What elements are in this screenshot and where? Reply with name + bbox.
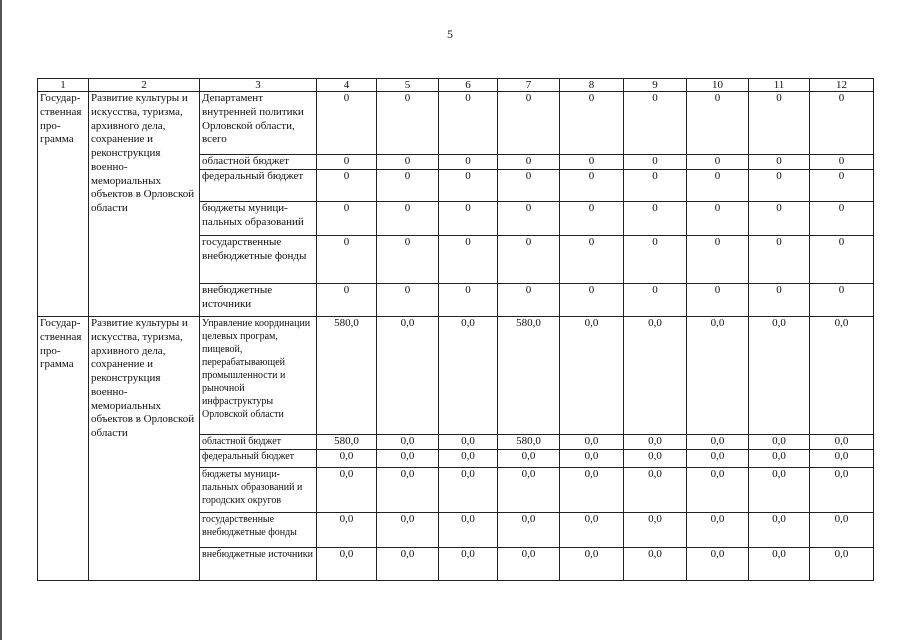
value-cell: 0,0 <box>498 512 560 547</box>
value-cell: 0,0 <box>687 449 749 467</box>
column-header: 6 <box>439 79 498 92</box>
value-cell: 0,0 <box>498 449 560 467</box>
value-cell: 0 <box>560 92 624 155</box>
table-row <box>38 317 874 435</box>
value-cell: 0 <box>317 170 377 202</box>
funding-source-cell: государственные внебюджетные фонды <box>200 512 317 547</box>
value-cell: 580,0 <box>317 435 377 450</box>
value-cell: 580,0 <box>498 435 560 450</box>
value-cell: 0 <box>439 236 498 284</box>
value-cell: 0 <box>749 236 810 284</box>
value-cell: 0 <box>498 170 560 202</box>
value-cell: 0 <box>439 155 498 170</box>
value-cell: 0 <box>439 284 498 317</box>
column-header: 5 <box>377 79 439 92</box>
value-cell: 0 <box>624 170 687 202</box>
value-cell: 0 <box>439 170 498 202</box>
value-cell: 0 <box>624 155 687 170</box>
value-cell: 0 <box>377 236 439 284</box>
value-cell: 0 <box>439 92 498 155</box>
value-cell: 0 <box>560 284 624 317</box>
value-cell: 0,0 <box>687 317 749 435</box>
value-cell: 0,0 <box>749 317 810 435</box>
column-header: 2 <box>89 79 200 92</box>
column-header: 10 <box>687 79 749 92</box>
value-cell: 0 <box>317 284 377 317</box>
table-row <box>38 92 874 155</box>
value-cell: 0,0 <box>560 547 624 580</box>
value-cell: 0,0 <box>560 512 624 547</box>
value-cell: 0,0 <box>810 467 874 512</box>
value-cell: 0,0 <box>498 467 560 512</box>
value-cell: 0 <box>749 284 810 317</box>
value-cell: 0,0 <box>810 547 874 580</box>
value-cell: 0,0 <box>810 512 874 547</box>
value-cell: 0 <box>687 202 749 236</box>
value-cell: 0,0 <box>377 435 439 450</box>
value-cell: 0 <box>810 202 874 236</box>
value-cell: 0 <box>810 284 874 317</box>
value-cell: 0 <box>560 202 624 236</box>
value-cell: 0 <box>377 155 439 170</box>
value-cell: 0,0 <box>560 317 624 435</box>
funding-source-cell: Управление координации целевых програм, пищевой, перерабатывающей промышленности и рыночной инфраструктуры Орловской области <box>200 317 317 435</box>
value-cell: 0 <box>498 236 560 284</box>
value-cell: 0 <box>687 92 749 155</box>
value-cell: 0 <box>439 202 498 236</box>
value-cell: 0 <box>377 170 439 202</box>
value-cell: 0,0 <box>439 547 498 580</box>
value-cell: 0,0 <box>317 467 377 512</box>
value-cell: 580,0 <box>317 317 377 435</box>
value-cell: 0 <box>749 202 810 236</box>
program-name-cell: Развитие культуры и искусства, туризма, архивного дела, сохранение и реконструкция военно-мемориальных объектов в Орловской области <box>89 92 200 317</box>
value-cell: 0 <box>560 170 624 202</box>
value-cell: 0,0 <box>687 512 749 547</box>
program-name-cell: Развитие культуры и искусства, туризма, архивного дела, сохранение и реконструкция военно-мемориальных объектов в Орловской области <box>89 317 200 581</box>
value-cell: 0 <box>624 236 687 284</box>
value-cell: 0,0 <box>560 435 624 450</box>
funding-source-cell: внебюджетные источники <box>200 547 317 580</box>
value-cell: 0,0 <box>377 449 439 467</box>
budget-table <box>37 78 874 581</box>
value-cell: 0,0 <box>560 467 624 512</box>
value-cell: 0,0 <box>439 512 498 547</box>
value-cell: 0,0 <box>439 467 498 512</box>
value-cell: 0 <box>624 202 687 236</box>
funding-source-cell: бюджеты муници-пальных образований и городских округов <box>200 467 317 512</box>
value-cell: 0,0 <box>749 449 810 467</box>
value-cell: 0 <box>317 236 377 284</box>
value-cell: 0 <box>498 155 560 170</box>
value-cell: 0,0 <box>624 317 687 435</box>
funding-source-cell: бюджеты муници-пальных образований <box>200 202 317 236</box>
value-cell: 0,0 <box>439 317 498 435</box>
page-number: 5 <box>447 27 453 41</box>
value-cell: 0 <box>560 236 624 284</box>
column-header: 4 <box>317 79 377 92</box>
value-cell: 0,0 <box>317 547 377 580</box>
value-cell: 0 <box>687 236 749 284</box>
funding-source-cell: федеральный бюджет <box>200 170 317 202</box>
page-edge-line <box>0 0 2 640</box>
column-header: 1 <box>38 79 89 92</box>
value-cell: 0 <box>810 170 874 202</box>
value-cell: 0 <box>687 155 749 170</box>
value-cell: 0,0 <box>498 547 560 580</box>
value-cell: 0,0 <box>749 547 810 580</box>
value-cell: 0 <box>498 92 560 155</box>
value-cell: 0,0 <box>377 512 439 547</box>
value-cell: 0,0 <box>439 435 498 450</box>
value-cell: 0 <box>377 202 439 236</box>
column-header: 8 <box>560 79 624 92</box>
value-cell: 0 <box>624 284 687 317</box>
column-header: 12 <box>810 79 874 92</box>
value-cell: 0,0 <box>624 467 687 512</box>
column-header: 9 <box>624 79 687 92</box>
value-cell: 0 <box>810 155 874 170</box>
column-header: 7 <box>498 79 560 92</box>
value-cell: 0,0 <box>624 449 687 467</box>
funding-source-cell: Департамент внутренней политики Орловской области, всего <box>200 92 317 155</box>
value-cell: 0 <box>498 202 560 236</box>
value-cell: 0,0 <box>749 467 810 512</box>
value-cell: 0,0 <box>377 317 439 435</box>
value-cell: 0 <box>749 155 810 170</box>
value-cell: 0,0 <box>317 449 377 467</box>
value-cell: 0,0 <box>687 547 749 580</box>
program-type-cell: Государ-ственная про-грамма <box>38 92 89 317</box>
value-cell: 0 <box>560 155 624 170</box>
value-cell: 0 <box>377 284 439 317</box>
value-cell: 0,0 <box>439 449 498 467</box>
value-cell: 0,0 <box>810 449 874 467</box>
value-cell: 0,0 <box>624 547 687 580</box>
value-cell: 0,0 <box>749 435 810 450</box>
value-cell: 0,0 <box>377 467 439 512</box>
funding-source-cell: областной бюджет <box>200 435 317 450</box>
column-header: 3 <box>200 79 317 92</box>
column-header: 11 <box>749 79 810 92</box>
value-cell: 580,0 <box>498 317 560 435</box>
value-cell: 0 <box>687 170 749 202</box>
value-cell: 0 <box>317 202 377 236</box>
funding-source-cell: внебюджетные источники <box>200 284 317 317</box>
value-cell: 0 <box>498 284 560 317</box>
program-type-cell: Государ-ственная про-грамма <box>38 317 89 581</box>
value-cell: 0,0 <box>624 512 687 547</box>
value-cell: 0,0 <box>749 512 810 547</box>
value-cell: 0 <box>624 92 687 155</box>
funding-source-cell: федеральный бюджет <box>200 449 317 467</box>
value-cell: 0 <box>810 92 874 155</box>
value-cell: 0 <box>749 170 810 202</box>
value-cell: 0,0 <box>624 435 687 450</box>
value-cell: 0 <box>810 236 874 284</box>
value-cell: 0,0 <box>317 512 377 547</box>
value-cell: 0,0 <box>687 467 749 512</box>
value-cell: 0,0 <box>810 435 874 450</box>
value-cell: 0 <box>687 284 749 317</box>
value-cell: 0 <box>317 155 377 170</box>
value-cell: 0,0 <box>810 317 874 435</box>
funding-source-cell: государственные внебюджетные фонды <box>200 236 317 284</box>
value-cell: 0,0 <box>377 547 439 580</box>
header-row <box>38 79 874 92</box>
value-cell: 0,0 <box>560 449 624 467</box>
funding-source-cell: областной бюджет <box>200 155 317 170</box>
value-cell: 0 <box>377 92 439 155</box>
value-cell: 0,0 <box>687 435 749 450</box>
value-cell: 0 <box>317 92 377 155</box>
value-cell: 0 <box>749 92 810 155</box>
